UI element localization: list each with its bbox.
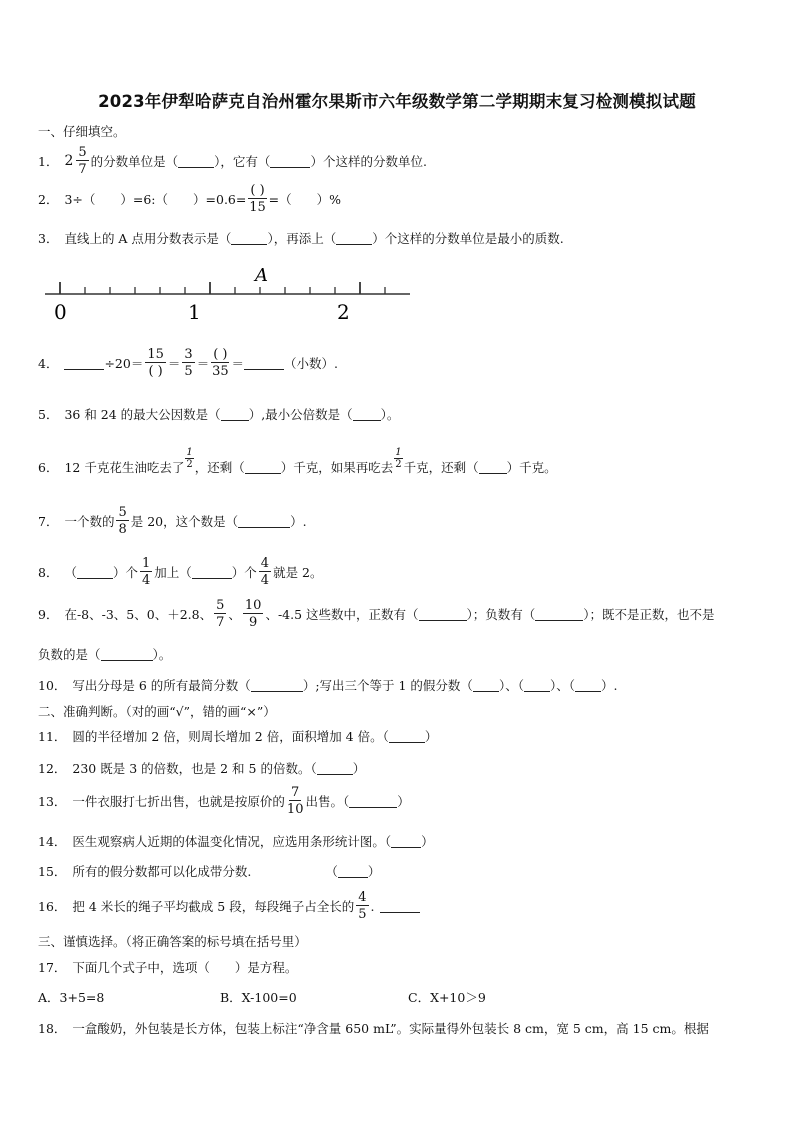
q9-blank-1[interactable] (419, 608, 467, 621)
question-17-options (38, 988, 486, 1006)
question-15 (38, 862, 380, 880)
q5-text-1: 36 和 24 的最大公因数是（ (64, 407, 221, 422)
q2-text-2: =（ ）% (268, 192, 341, 207)
q5-text-3: ）。 (380, 407, 400, 422)
q9-text-5: 负数的是（ (38, 647, 101, 662)
q1-text-1: 的分数单位是（ (90, 154, 179, 169)
q5-number: 5． (38, 407, 59, 422)
q2-number: 2． (38, 192, 59, 207)
q7-text-2: 是 20，这个数是（ (130, 514, 239, 529)
q11-text-1: 圆的半径增加 2 倍，则周长增加 2 倍，面积增加 4 倍。（ (72, 729, 389, 744)
q9-separator: 、 (228, 607, 241, 622)
q1-blank-1[interactable] (178, 155, 214, 168)
q4-blank-2[interactable] (244, 357, 284, 370)
q9-fraction-1: $\frac{5}{7}$ (216, 598, 225, 630)
q10-text-5: ）. (600, 678, 618, 693)
q17-option-a[interactable]: A．3+5=8 (38, 990, 105, 1005)
q15-text-1: 所有的假分数都可以化成带分数. (72, 864, 252, 879)
q6-text-3: ）千克，如果再吃去 (280, 460, 394, 475)
question-8 (38, 557, 323, 587)
q5-blank-2[interactable] (353, 408, 381, 421)
q4-fraction-3: $\frac{( )}{35}$ (212, 347, 229, 379)
q2-fraction: $\frac{( )}{15}$ (249, 183, 266, 215)
number-line-ticks (60, 282, 385, 294)
question-14 (38, 832, 434, 850)
question-2 (38, 184, 341, 214)
q9-text-1: 在-8、-3、5、0、＋2.8、 (64, 607, 213, 622)
q10-text-3: ）、（ (498, 678, 524, 693)
q14-blank[interactable] (391, 835, 421, 848)
q11-blank[interactable] (389, 730, 425, 743)
q10-number: 10． (38, 678, 67, 693)
exam-title: 2023年伊犁哈萨克自治州霍尔果斯市六年级数学第二学期期末复习检测模拟试题 (98, 92, 696, 111)
q12-text-2: ） (352, 761, 366, 776)
q13-text-2: 出售。（ (305, 794, 350, 809)
question-1 (38, 146, 427, 176)
q15-blank[interactable] (338, 865, 368, 878)
q4-fraction-2: $\frac{3}{5}$ (184, 347, 193, 379)
q3-text-2: ），再添上（ (267, 231, 337, 246)
q13-text-1: 一件衣服打七折出售，也就是按原价的 (72, 794, 285, 809)
q1-blank-2[interactable] (270, 155, 310, 168)
q6-blank-1[interactable] (245, 461, 281, 474)
q1-fraction: $\frac{5}{7}$ (78, 145, 87, 177)
tick-label-1: 1 (188, 300, 201, 324)
q9-blank-2[interactable] (535, 608, 583, 621)
question-16 (38, 891, 420, 921)
question-9 (38, 599, 715, 629)
q9-fraction-2: $\frac{10}{9}$ (244, 598, 262, 630)
question-17 (38, 958, 297, 976)
q1-number: 1． (38, 154, 59, 169)
q10-text-2: ）;写出三个等于 1 的假分数（ (302, 678, 473, 693)
q7-blank[interactable] (238, 515, 290, 528)
q17-number: 17． (38, 960, 67, 975)
q8-text-4: ）个 (231, 565, 257, 580)
q16-number: 16． (38, 899, 67, 914)
q12-text-1: 230 既是 3 的倍数，也是 2 和 5 的倍数。（ (72, 761, 317, 776)
q5-text-2: ）,最小公倍数是（ (248, 407, 353, 422)
q14-number: 14． (38, 834, 67, 849)
q8-fraction-2: $\frac{4}{4}$ (260, 556, 270, 588)
q3-text-1: 直线上的 A 点用分数表示是（ (64, 231, 232, 246)
q18-text-1: 一盒酸奶，外包装是长方体，包装上标注“净含量 650 mL”。实际量得外包装长 8 cm，宽 5 cm，高 15 cm。根据 (72, 1021, 709, 1036)
q3-blank-2[interactable] (336, 232, 372, 245)
q6-fraction-1: 1 2 (186, 447, 193, 470)
question-11 (38, 727, 437, 745)
q9-text-4: ）；既不是正数，也不是 (583, 607, 715, 622)
tick-label-2: 2 (337, 300, 350, 324)
q17-option-c[interactable]: C．X+10＞9 (408, 990, 486, 1005)
tick-label-0: 0 (54, 300, 67, 324)
q9-blank-3[interactable] (101, 648, 153, 661)
q9-text-2: 、-4.5 这些数中，正数有（ (265, 607, 419, 622)
q8-blank-1[interactable] (77, 566, 113, 579)
q3-text-3: ）个这样的分数单位是最小的质数. (372, 231, 564, 246)
q7-number: 7． (38, 514, 59, 529)
q6-number: 6． (38, 460, 59, 475)
q6-blank-2[interactable] (479, 461, 507, 474)
q12-blank[interactable] (317, 762, 353, 775)
question-9-continued (38, 645, 171, 663)
q15-text-3: ） (367, 864, 381, 879)
question-4 (38, 348, 338, 378)
q16-text-1: 把 4 米长的绳子平均截成 5 段，每段绳子占全长的 (72, 899, 355, 914)
q8-fraction-1: $\frac{1}{4}$ (141, 556, 151, 588)
q9-number: 9． (38, 607, 59, 622)
q6-text-5: ）千克。 (506, 460, 557, 475)
q15-text-2: （ (325, 864, 338, 879)
section-1-heading: 一、仔细填空。 (38, 124, 126, 139)
q8-text-1: （ (64, 565, 77, 580)
q16-text-2: . (370, 898, 375, 914)
question-3 (38, 229, 564, 247)
q4-text-1: ÷20＝ (104, 356, 144, 371)
q14-text-2: ） (421, 834, 434, 849)
q14-text-1: 医生观察病人近期的体温变化情况，应选用条形统计图。（ (72, 834, 392, 849)
q8-number: 8． (38, 565, 59, 580)
q16-fraction: $\frac{4}{5}$ (358, 890, 367, 922)
q13-fraction: $\frac{7}{10}$ (286, 785, 304, 817)
q4-text-2: （小数）. (284, 356, 338, 371)
question-13 (38, 786, 410, 816)
q10-blank-3[interactable] (524, 679, 550, 692)
q10-text-4: ）、（ (549, 678, 575, 693)
question-18 (38, 1019, 709, 1037)
q15-number: 15． (38, 864, 67, 879)
q10-blank-2[interactable] (473, 679, 499, 692)
q17-option-b[interactable]: B．X-100=0 (220, 990, 297, 1005)
q6-text-2: ，还剩（ (194, 460, 245, 475)
q12-number: 12． (38, 761, 67, 776)
q10-blank-4[interactable] (575, 679, 601, 692)
section-2-heading: 二、准确判断。（对的画“√”，错的画“×”） (38, 704, 276, 719)
q7-text-1: 一个数的 (64, 514, 115, 529)
q1-whole: 2 (64, 153, 74, 169)
q6-text-4: 千克，还剩（ (403, 460, 479, 475)
q13-number: 13． (38, 794, 67, 809)
q1-text-3: ）个这样的分数单位. (310, 154, 427, 169)
q10-text-1: 写出分母是 6 的所有最简分数（ (72, 678, 251, 693)
q4-equals-2: ＝ (196, 356, 210, 371)
q13-text-3: ） (397, 794, 410, 809)
point-a-label: A (255, 265, 268, 286)
q9-text-6: ）。 (152, 647, 172, 662)
q8-text-2: ）个 (112, 565, 138, 580)
q4-equals-1: ＝ (167, 356, 181, 371)
q18-number: 18． (38, 1021, 67, 1036)
q8-blank-2[interactable] (192, 566, 232, 579)
q4-fraction-1: $\frac{15}{( )}$ (147, 347, 164, 379)
q17-text-1: 下面几个式子中，选项（ ）是方程。 (72, 960, 298, 975)
q7-text-3: ）. (290, 514, 307, 529)
q8-text-5: 就是 2。 (273, 565, 323, 580)
q3-number: 3． (38, 231, 59, 246)
q4-blank-1[interactable] (64, 357, 104, 370)
number-line (40, 258, 415, 326)
q10-blank-1[interactable] (251, 679, 303, 692)
question-7 (38, 506, 307, 536)
q11-number: 11． (38, 729, 67, 744)
q6-text-1: 12 千克花生油吃去了 (64, 460, 185, 475)
q6-fraction-2: 1 2 (395, 447, 402, 470)
q5-blank-1[interactable] (221, 408, 249, 421)
question-12 (38, 759, 365, 777)
q4-equals-3: ＝ (231, 356, 244, 371)
section-3-heading: 三、谨慎选择。（将正确答案的标号填在括号里） (38, 934, 307, 949)
q11-text-2: ） (424, 729, 438, 744)
q1-text-2: ），它有（ (214, 154, 271, 169)
question-6 (38, 447, 557, 478)
q13-blank[interactable] (349, 795, 397, 808)
q2-text-1: 3÷（ ）=6:（ ）=0.6= (64, 192, 247, 207)
q9-text-3: ）；负数有（ (466, 607, 536, 622)
q3-blank-1[interactable] (231, 232, 267, 245)
q7-fraction: $\frac{5}{8}$ (118, 505, 127, 537)
q4-number: 4． (38, 356, 59, 371)
question-10 (38, 676, 617, 694)
q16-blank[interactable] (380, 900, 420, 913)
question-5 (38, 405, 399, 423)
q8-text-3: 加上（ (154, 565, 192, 580)
